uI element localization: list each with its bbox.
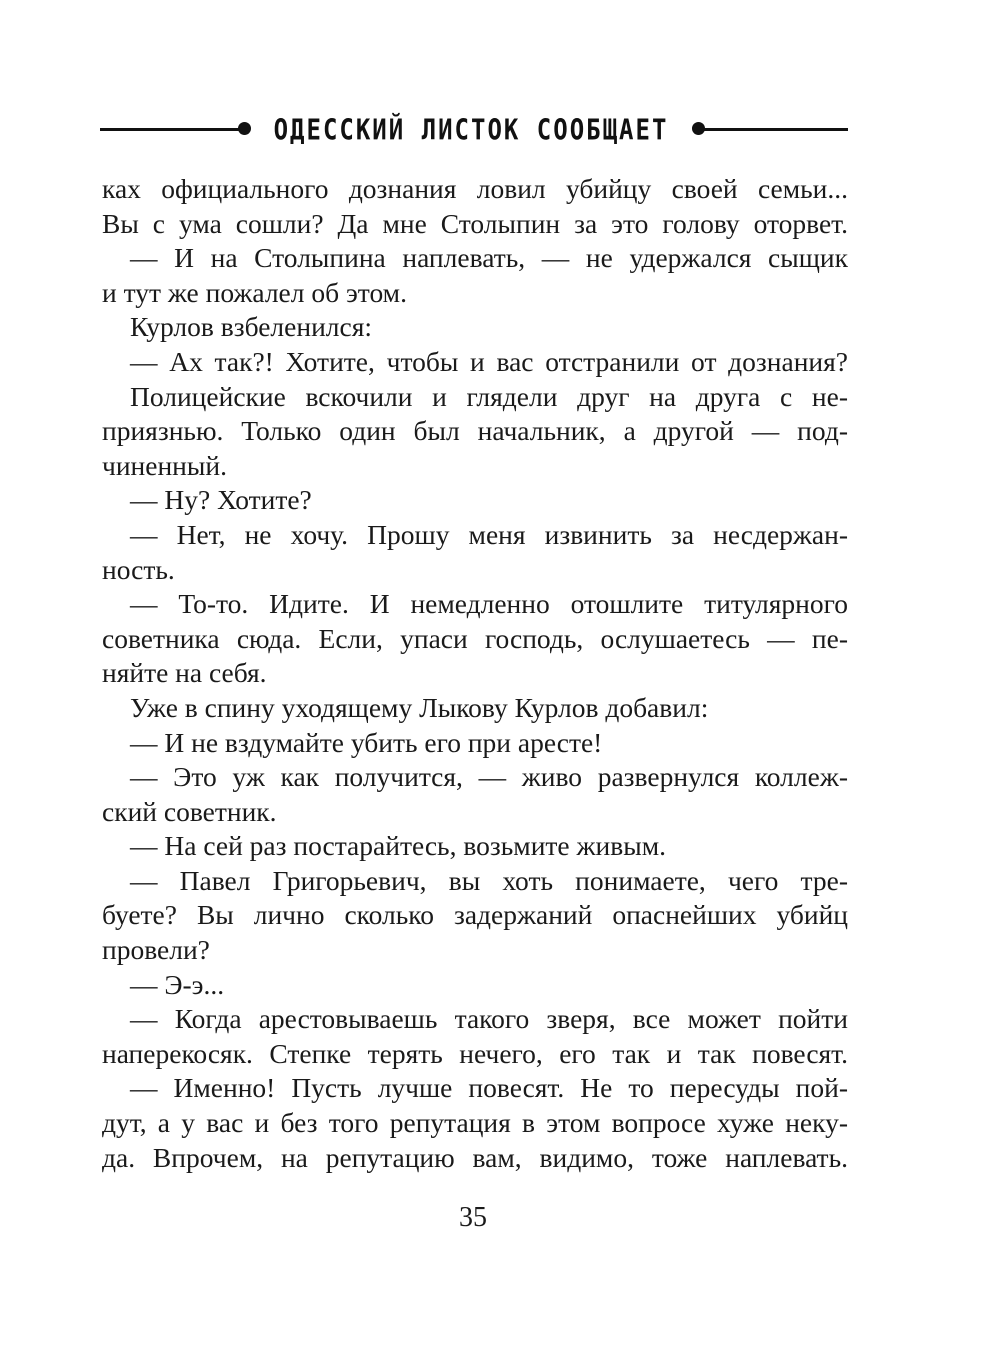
text-line: Уже в спину уходящему Лыкову Курлов добавил:	[130, 691, 709, 723]
text-line: — Ну? Хотите?	[130, 484, 312, 516]
text-line: ность.	[102, 553, 175, 585]
text-line: приязнью. Только один был начальник, а другой — под-	[102, 415, 848, 447]
text-line: Вы с ума сошли? Да мне Столыпин за это голову оторвет.	[102, 207, 848, 239]
header-rule-right	[700, 128, 848, 131]
text-line: — И на Столыпина наплевать, — не удержался сыщик	[130, 242, 848, 274]
text-line: да. Впрочем, на репутацию вам, видимо, тоже наплевать.	[102, 1141, 848, 1173]
text-line: Полицейские вскочили и глядели друг на друга с не-	[130, 380, 848, 412]
text-line: Курлов взбеленился:	[130, 311, 373, 343]
text-line: — То-то. Идите. И немедленно отошлите титулярного	[130, 588, 848, 620]
text-line: няйте на себя.	[102, 657, 267, 689]
text-line: дут, а у вас и без того репутация в этом вопросе хуже неку-	[102, 1107, 848, 1139]
text-line: — Павел Григорьевич, вы хоть понимаете, чего тре-	[130, 864, 848, 896]
text-line: ский советник.	[102, 795, 277, 827]
text-line: — Это уж как получится, — живо развернулся коллеж-	[130, 761, 848, 793]
page-number: 35	[459, 1202, 487, 1233]
text-line: советника сюда. Если, упаси господь, ослушаетесь — пе-	[102, 622, 848, 654]
text-line: провели?	[102, 934, 210, 966]
text-line: — Ах так?! Хотите, чтобы и вас отстранили от дознания?	[130, 345, 848, 377]
body-text	[102, 172, 848, 1175]
text-line: — Э-э...	[130, 968, 225, 1000]
text-line: буете? Вы лично сколько задержаний опаснейших убийц	[102, 899, 848, 931]
text-line: чиненный.	[102, 449, 227, 481]
text-line: ках официального дознания ловил убийцу своей семьи...	[102, 173, 848, 204]
text-line: — Именно! Пусть лучше повесят. Не то пересуды пой-	[130, 1072, 848, 1104]
text-line: наперекосяк. Степке терять нечего, его так и так повесят.	[102, 1037, 848, 1069]
header-rule-left	[100, 128, 240, 131]
text-line: и тут же пожалел об этом.	[102, 276, 407, 308]
running-header-title: ОДЕССКИЙ ЛИСТОК СООБЩАЕТ	[273, 113, 669, 147]
text-line: — Нет, не хочу. Прошу меня извинить за несдержан-	[130, 518, 848, 550]
text-line: — Когда арестовываешь такого зверя, все может пойти	[130, 1003, 848, 1035]
text-line: — И не вздумайте убить его при аресте!	[130, 726, 603, 758]
running-header	[100, 108, 848, 152]
header-bullet-left	[238, 122, 251, 135]
text-line: — На сей раз постарайтесь, возьмите живым.	[130, 830, 666, 862]
